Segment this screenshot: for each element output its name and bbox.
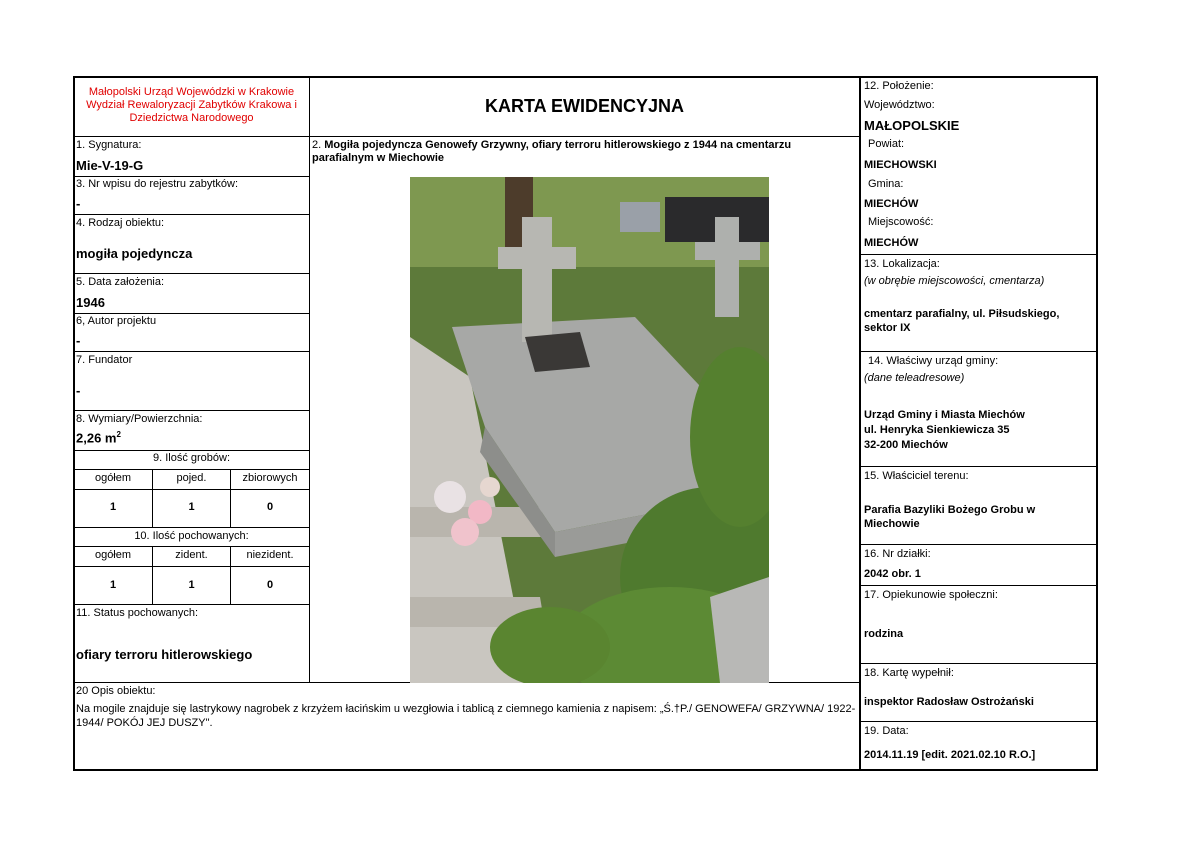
wlasciciel-label: 15. Właściciel terenu: — [864, 470, 969, 482]
groby-label: 9. Ilość grobów: — [152, 452, 231, 464]
divider — [859, 77, 861, 770]
divider — [74, 313, 309, 314]
divider — [74, 469, 309, 470]
urzad-line3: 32-200 Miechów — [864, 439, 948, 451]
divider — [74, 527, 309, 528]
urzad-line2: ul. Henryka Sienkiewicza 35 — [864, 424, 1010, 436]
office-name: Małopolski Urząd Wojewódzki w Krakowie Wydział Rewaloryzacji Zabytków Krakowa i Dziedzictwa Narodowego — [86, 86, 297, 124]
groby-col-ogolem: ogółem — [94, 472, 132, 484]
pochowani-col-niezident: niezident. — [246, 549, 294, 561]
rejestr-value: - — [76, 196, 81, 211]
pochowani-val-zident: 1 — [188, 579, 195, 591]
sygnatura-label: 1. Sygnatura: — [76, 139, 142, 151]
divider — [861, 585, 1097, 586]
status-label: 11. Status pochowanych: — [76, 607, 199, 619]
pochowani-val-niezident: 0 — [266, 579, 274, 591]
sygnatura-value: Mie-V-19-G — [76, 158, 144, 173]
wojewodztwo-value: MAŁOPOLSKIE — [864, 118, 960, 133]
divider — [74, 351, 309, 352]
divider — [74, 273, 309, 274]
urzad-hint: (dane teleadresowe) — [864, 372, 965, 384]
wlasciciel-value: Parafia Bazyliki Bożego Grobu w Miechowie — [864, 504, 1036, 530]
groby-val-zbiorowych: 0 — [266, 501, 274, 513]
divider — [74, 450, 309, 451]
autor-label: 6, Autor projektu — [76, 315, 157, 327]
status-value: ofiary terroru hitlerowskiego — [76, 647, 253, 662]
fundator-label: 7. Fundator — [76, 354, 133, 366]
wojewodztwo-label: Województwo: — [864, 99, 935, 111]
wypelnil-value: inspektor Radosław Ostrożański — [864, 696, 1034, 708]
data-zalozenia-label: 5. Data założenia: — [76, 276, 165, 288]
data-value: 2014.11.19 [edit. 2021.02.10 R.O.] — [864, 749, 1036, 761]
urzad-line1: Urząd Gminy i Miasta Miechów — [864, 409, 1025, 421]
divider — [74, 546, 309, 547]
divider — [74, 489, 309, 490]
divider — [74, 604, 309, 605]
lokalizacja-hint: (w obrębie miejscowości, cmentarza) — [864, 275, 1045, 287]
opis-label: 20 Opis obiektu: — [76, 685, 156, 697]
dzialka-value: 2042 obr. 1 — [864, 568, 921, 580]
divider — [74, 136, 859, 137]
divider — [74, 214, 309, 215]
divider — [861, 254, 1097, 255]
divider — [861, 544, 1097, 545]
divider — [861, 351, 1097, 352]
dzialka-label: 16. Nr działki: — [864, 548, 931, 560]
divider — [861, 663, 1097, 664]
wypelnil-label: 18. Kartę wypełnił: — [864, 667, 954, 679]
powiat-value: MIECHOWSKI — [864, 159, 937, 171]
divider — [309, 77, 310, 683]
data-zalozenia-value: 1946 — [76, 295, 105, 310]
opis-text: Na mogile znajduje się lastrykowy nagrobek z krzyżem łacińskim u wezgłowia i tablicą z ciemnego kamienia z napisem: „Ś.†P./ GENOWEFA/ GRZYWNA/ 1922-1944/ POKÓJ JEJ DUSZY". — [76, 703, 856, 729]
groby-col-pojed: pojed. — [176, 472, 207, 484]
divider — [861, 721, 1097, 722]
pochowani-col-ogolem: ogółem — [94, 549, 132, 561]
rodzaj-value: mogiła pojedyncza — [76, 246, 193, 261]
divider — [74, 176, 309, 177]
wymiary-value: 2,26 $m^2$ — [76, 430, 121, 446]
object-name: 2. Mogiła pojedyncza Genowefy Grzywny, ofiary terroru hitlerowskiego z 1944 na cmentarzu parafialnym w Miechowie — [312, 139, 792, 164]
groby-col-zbiorowych: zbiorowych — [242, 472, 298, 484]
rejestr-label: 3. Nr wpisu do rejestru zabytków: — [76, 178, 239, 190]
polozenie-label: 12. Położenie: — [864, 80, 934, 92]
groby-val-ogolem: 1 — [109, 501, 117, 513]
pochowani-val-ogolem: 1 — [109, 579, 117, 591]
lokalizacja-label: 13. Lokalizacja: — [864, 258, 940, 270]
gmina-label: Gmina: — [868, 178, 904, 190]
gmina-value: MIECHÓW — [864, 198, 919, 210]
divider — [74, 410, 309, 411]
divider — [74, 566, 309, 567]
miejscowosc-value: MIECHÓW — [864, 237, 919, 249]
wymiary-label: 8. Wymiary/Powierzchnia: — [76, 413, 203, 425]
autor-value: - — [76, 333, 81, 348]
card-title: KARTA EWIDENCYJNA — [484, 96, 684, 116]
rodzaj-label: 4. Rodzaj obiektu: — [76, 217, 165, 229]
miejscowosc-label: Miejscowość: — [868, 216, 934, 228]
data-label: 19. Data: — [864, 725, 909, 737]
pochowani-label: 10. Ilość pochowanych: — [134, 530, 249, 542]
groby-val-pojed: 1 — [188, 501, 195, 513]
pochowani-col-zident: zident. — [175, 549, 208, 561]
opiekunowie-label: 17. Opiekunowie społeczni: — [864, 589, 998, 601]
urzad-label: 14. Właściwy urząd gminy: — [868, 355, 999, 367]
divider — [861, 466, 1097, 467]
grave-photo — [410, 177, 769, 683]
powiat-label: Powiat: — [868, 138, 905, 150]
lokalizacja-value: cmentarz parafialny, ul. Piłsudskiego, sektor IX — [864, 308, 1060, 334]
opiekunowie-value: rodzina — [864, 628, 904, 640]
fundator-value: - — [76, 383, 81, 398]
